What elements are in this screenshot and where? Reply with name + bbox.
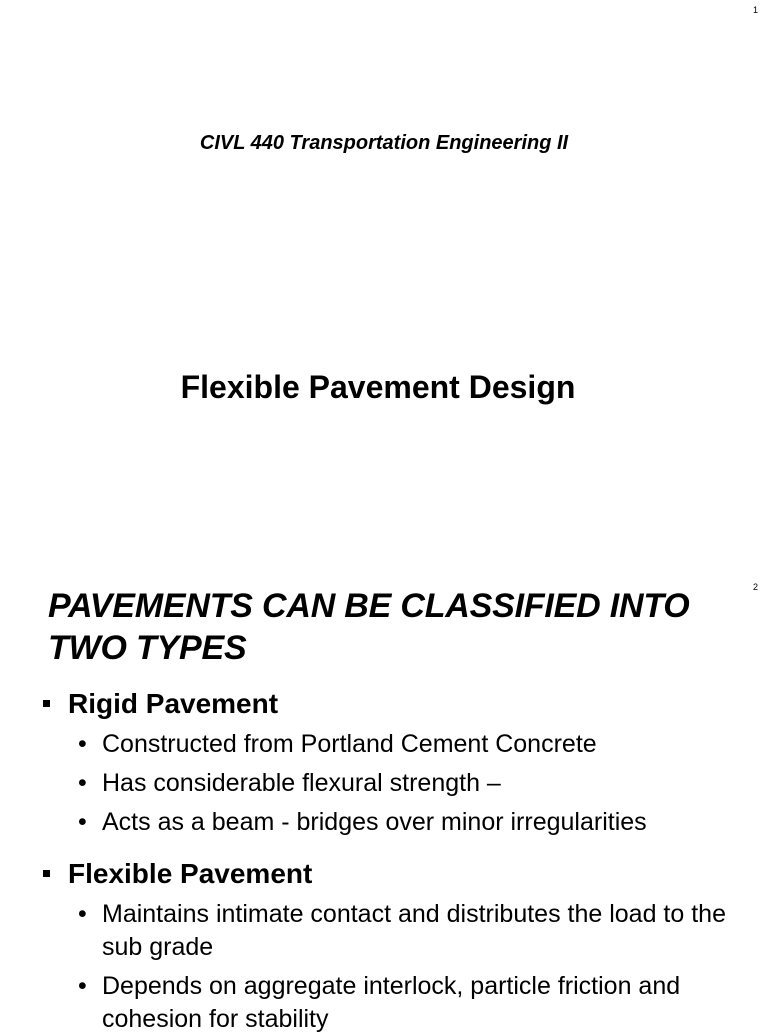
sub-bullet-text: Constructed from Portland Cement Concrete bbox=[102, 730, 597, 758]
sub-bullet bbox=[40, 766, 760, 800]
flexible-pavement-subbullets bbox=[40, 898, 760, 1036]
slide-heading-line-2: TWO TYPES bbox=[48, 629, 247, 667]
rigid-pavement-section bbox=[40, 686, 760, 839]
sub-bullet bbox=[40, 898, 760, 964]
sub-bullet-text: Depends on aggregate interlock, particle friction and cohesion for stability bbox=[102, 972, 681, 1033]
course-title: CIVL 440 Transportation Engineering II bbox=[199, 132, 569, 154]
bullet-title: Flexible Pavement bbox=[68, 858, 313, 889]
dot-bullet-icon: • bbox=[78, 730, 87, 758]
bullet-flexible-pavement bbox=[40, 856, 760, 892]
page-number-2: 2 bbox=[753, 582, 759, 592]
dot-bullet-icon: • bbox=[78, 900, 87, 928]
page-number-1: 1 bbox=[753, 5, 759, 15]
flexible-pavement-section bbox=[40, 856, 760, 1036]
bullet-title: Rigid Pavement bbox=[68, 688, 279, 719]
dot-bullet-icon: • bbox=[78, 769, 87, 797]
slide-heading-line-1: PAVEMENTS CAN BE CLASSIFIED INTO bbox=[48, 587, 690, 625]
sub-bullet-text: Has considerable flexural strength – bbox=[102, 769, 501, 797]
square-bullet-icon bbox=[43, 870, 50, 877]
bullet-rigid-pavement bbox=[40, 686, 760, 722]
main-title: Flexible Pavement Design bbox=[180, 369, 576, 405]
slide-heading bbox=[48, 585, 748, 669]
sub-bullet bbox=[40, 727, 760, 761]
sub-bullet bbox=[40, 805, 760, 839]
sub-bullet-text: Maintains intimate contact and distributes the load to the sub grade bbox=[102, 900, 726, 961]
square-bullet-icon bbox=[43, 700, 50, 707]
sub-bullet-text: Acts as a beam - bridges over minor irregularities bbox=[102, 808, 647, 836]
rigid-pavement-subbullets bbox=[40, 727, 760, 839]
sub-bullet bbox=[40, 970, 760, 1036]
dot-bullet-icon: • bbox=[78, 808, 87, 836]
dot-bullet-icon: • bbox=[78, 972, 87, 1000]
